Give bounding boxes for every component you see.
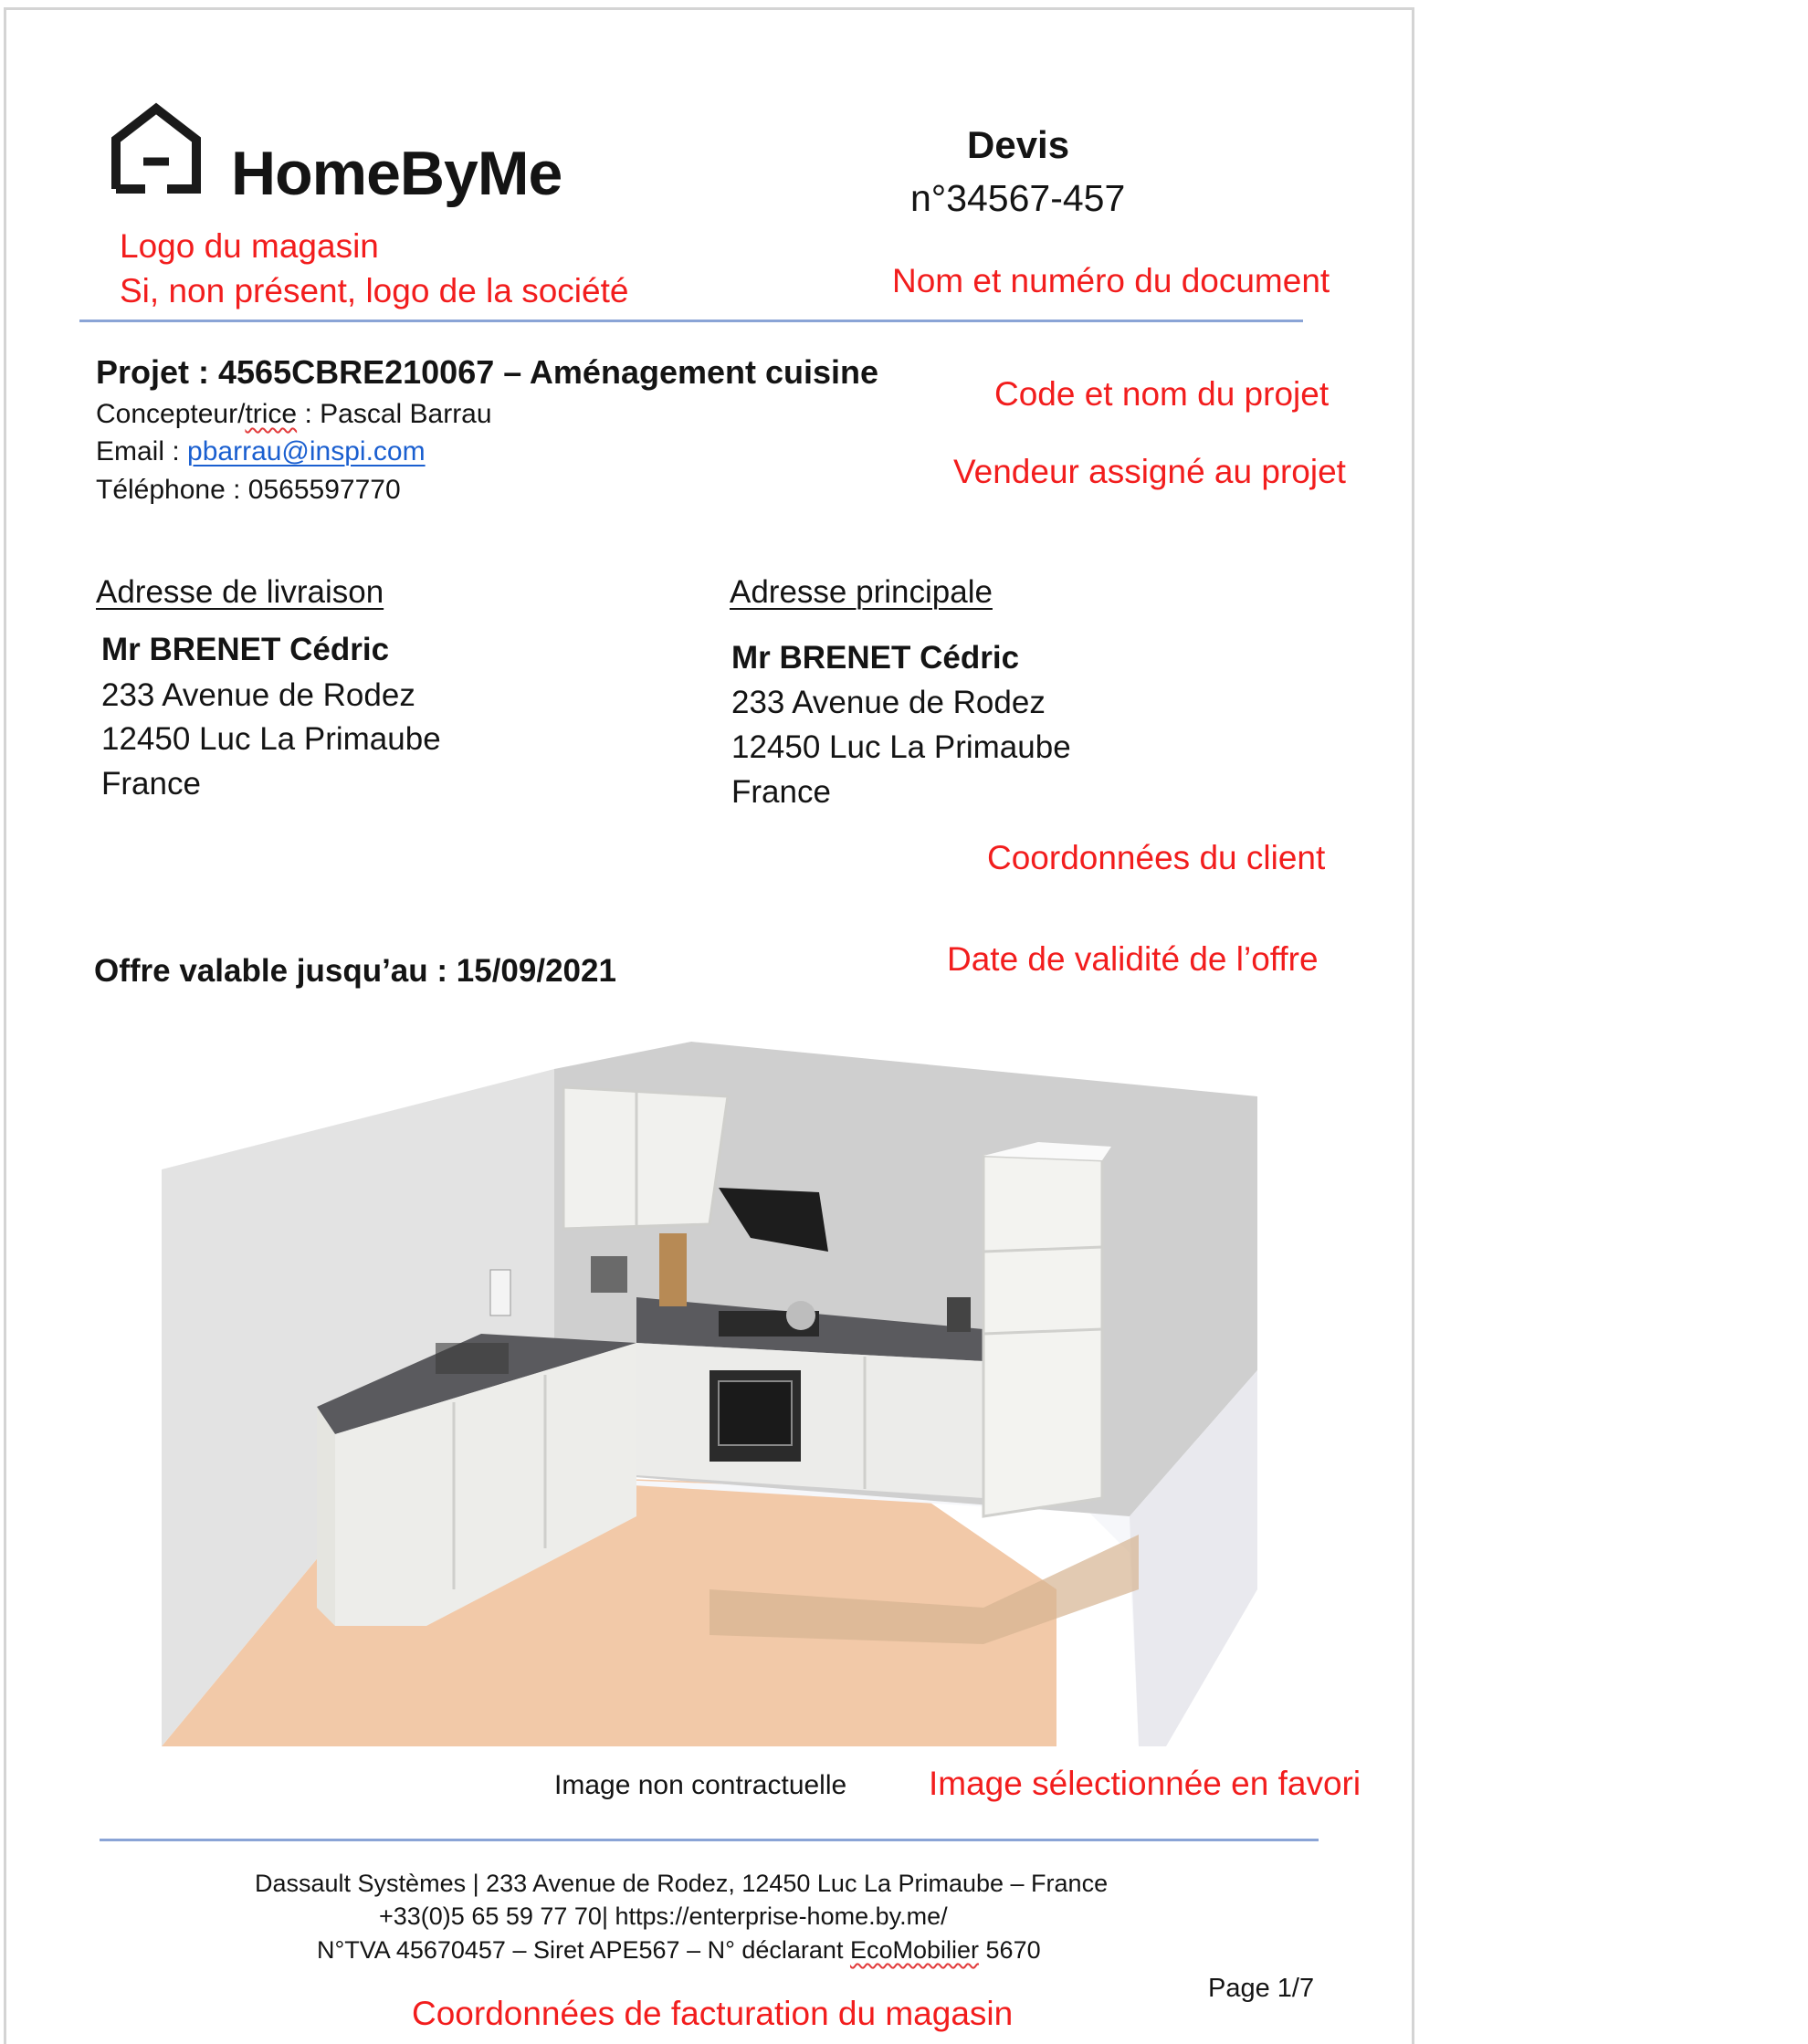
email-link[interactable]: pbarrau@inspi.com bbox=[187, 436, 426, 466]
note-doc: Nom et numéro du document bbox=[892, 262, 1330, 299]
brand-name: HomeByMe bbox=[231, 139, 562, 208]
header-divider bbox=[79, 320, 1303, 322]
phone-line: Téléphone : 0565597770 bbox=[96, 475, 401, 505]
note-logo-line1: Logo du magasin bbox=[120, 227, 379, 265]
image-caption: Image non contractuelle bbox=[554, 1770, 847, 1800]
footer-line2: +33(0)5 65 59 77 70| https://enterprise-home.by.me/ bbox=[379, 1902, 948, 1930]
footer-line3-prefix: N°TVA 45670457 – Siret APE567 – N° déclarant bbox=[317, 1936, 850, 1964]
footer-line3-suffix: 5670 bbox=[979, 1936, 1041, 1964]
note-billing: Coordonnées de facturation du magasin bbox=[412, 1995, 1014, 2032]
page-number: Page 1/7 bbox=[1208, 1974, 1315, 2003]
delivery-name: Mr BRENET Cédric bbox=[101, 632, 390, 667]
main-line2: 12450 Luc La Primaube bbox=[731, 729, 1071, 765]
kitchen-render-image bbox=[162, 1042, 1267, 1754]
doc-type: Devis bbox=[967, 123, 1070, 166]
note-client: Coordonnées du client bbox=[987, 839, 1326, 876]
offer-validity: Offre valable jusqu’au : 15/09/2021 bbox=[94, 953, 616, 989]
delivery-line1: 233 Avenue de Rodez bbox=[101, 677, 415, 713]
note-validity: Date de validité de l’offre bbox=[947, 940, 1319, 978]
note-seller: Vendeur assigné au projet bbox=[953, 453, 1346, 490]
note-image: Image sélectionnée en favori bbox=[929, 1765, 1361, 1802]
delivery-line3: France bbox=[101, 766, 201, 802]
doc-number: n°34567-457 bbox=[910, 177, 1126, 219]
delivery-line2: 12450 Luc La Primaube bbox=[101, 721, 441, 757]
designer-prefix: Concepteur/ bbox=[96, 399, 246, 429]
project-title: Projet : 4565CBRE210067 – Aménagement cuisine bbox=[96, 353, 879, 391]
footer-line3-squig: EcoMobilier bbox=[849, 1936, 980, 1964]
email-line bbox=[96, 436, 426, 467]
footer-divider bbox=[100, 1839, 1319, 1841]
note-logo-line2: Si, non présent, logo de la société bbox=[120, 272, 629, 309]
designer-suffix: : Pascal Barrau bbox=[297, 399, 492, 429]
document-page bbox=[4, 7, 1414, 2044]
house-logo-icon bbox=[109, 101, 204, 196]
main-heading: Adresse principale bbox=[730, 574, 993, 610]
designer-squig: trice bbox=[245, 399, 298, 429]
designer-line bbox=[96, 399, 492, 430]
main-line1: 233 Avenue de Rodez bbox=[731, 685, 1046, 720]
delivery-heading: Adresse de livraison bbox=[96, 574, 384, 610]
note-code: Code et nom du projet bbox=[994, 375, 1330, 413]
email-label: Email : bbox=[96, 436, 188, 466]
main-line3: France bbox=[731, 774, 831, 810]
footer-line1: Dassault Systèmes | 233 Avenue de Rodez, 12450 Luc La Primaube – France bbox=[255, 1870, 1109, 1897]
footer-line3 bbox=[317, 1936, 1041, 1965]
main-name: Mr BRENET Cédric bbox=[731, 640, 1020, 676]
